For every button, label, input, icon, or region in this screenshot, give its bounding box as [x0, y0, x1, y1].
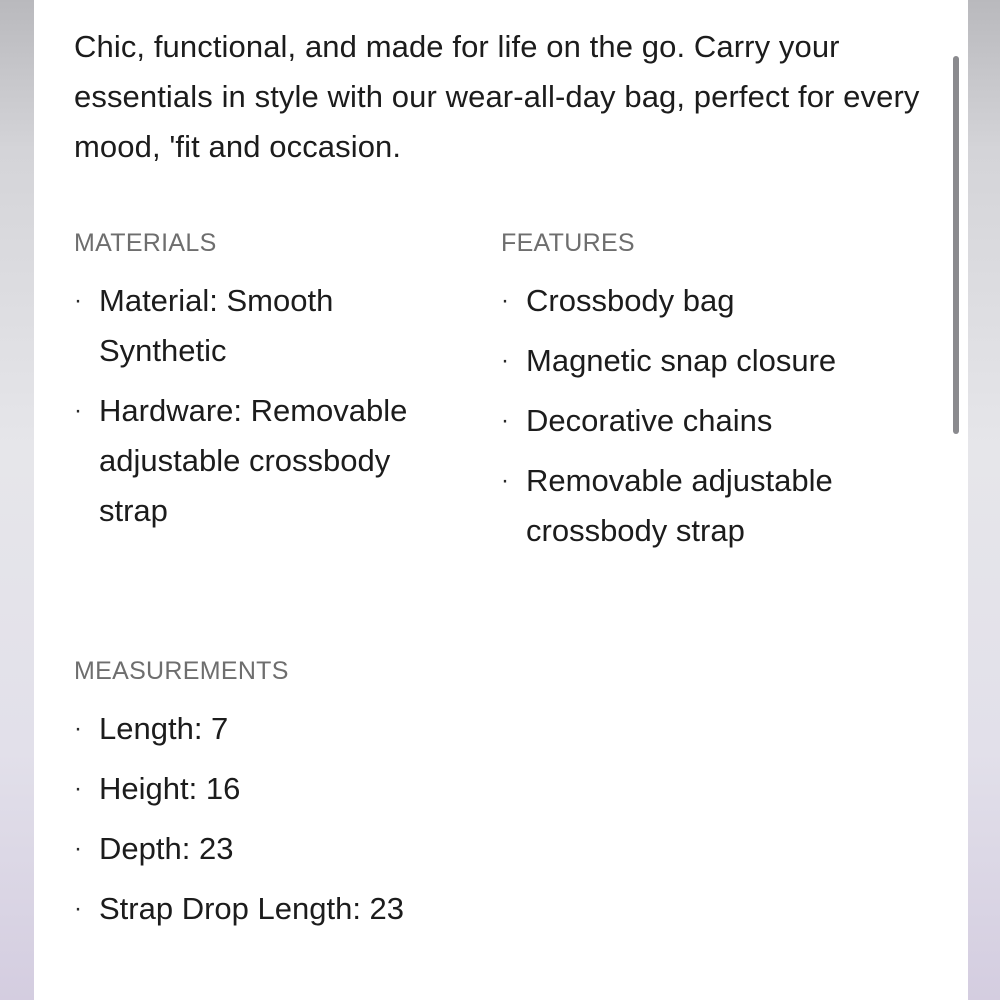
features-item-text: Decorative chains — [526, 403, 773, 438]
features-list — [501, 276, 901, 556]
measurements-list-item — [74, 824, 574, 874]
measurements-section — [74, 656, 574, 944]
measurements-list-item — [74, 704, 574, 754]
measurements-item-text: Strap Drop Length: 23 — [99, 891, 405, 926]
product-spec-sections — [74, 228, 924, 968]
measurements-item-text: Depth: 23 — [99, 831, 234, 866]
features-list-item — [501, 456, 901, 556]
materials-heading: MATERIALS — [74, 229, 217, 257]
measurements-item-text: Length: 7 — [99, 711, 229, 746]
materials-list — [74, 276, 454, 536]
measurements-list-item — [74, 884, 574, 934]
measurements-list-item — [74, 764, 574, 814]
bullet-dot-icon: · — [501, 347, 509, 374]
product-details-content — [74, 22, 924, 968]
features-section — [501, 228, 901, 566]
features-heading: FEATURES — [501, 229, 635, 257]
bullet-dot-icon: · — [501, 287, 509, 314]
features-list-item — [501, 276, 901, 326]
measurements-item-text: Height: 16 — [99, 771, 241, 806]
bullet-dot-icon: · — [74, 397, 82, 424]
bullet-dot-icon: · — [74, 775, 82, 802]
bullet-dot-icon: · — [74, 715, 82, 742]
materials-list-item — [74, 386, 454, 536]
product-description: Chic, functional, and made for life on the go. Carry your essentials in style with our wear-all-day bag, perfect for every mood, 'fit and occasion. — [74, 29, 920, 164]
product-details-panel — [34, 0, 968, 1000]
features-item-text: Removable adjustable crossbody strap — [526, 463, 833, 548]
materials-item-text: Material: Smooth Synthetic — [99, 283, 334, 368]
scrollbar-thumb[interactable] — [953, 56, 959, 434]
bullet-dot-icon: · — [74, 287, 82, 314]
bullet-dot-icon: · — [501, 467, 509, 494]
bullet-dot-icon: · — [74, 895, 82, 922]
measurements-list — [74, 704, 574, 934]
features-item-text: Crossbody bag — [526, 283, 735, 318]
materials-item-text: Hardware: Removable adjustable crossbody strap — [99, 393, 408, 528]
measurements-heading: MEASUREMENTS — [74, 657, 289, 685]
bullet-dot-icon: · — [501, 407, 509, 434]
materials-section — [74, 228, 454, 546]
features-list-item — [501, 396, 901, 446]
features-item-text: Magnetic snap closure — [526, 343, 837, 378]
features-list-item — [501, 336, 901, 386]
bullet-dot-icon: · — [74, 835, 82, 862]
materials-list-item — [74, 276, 454, 376]
